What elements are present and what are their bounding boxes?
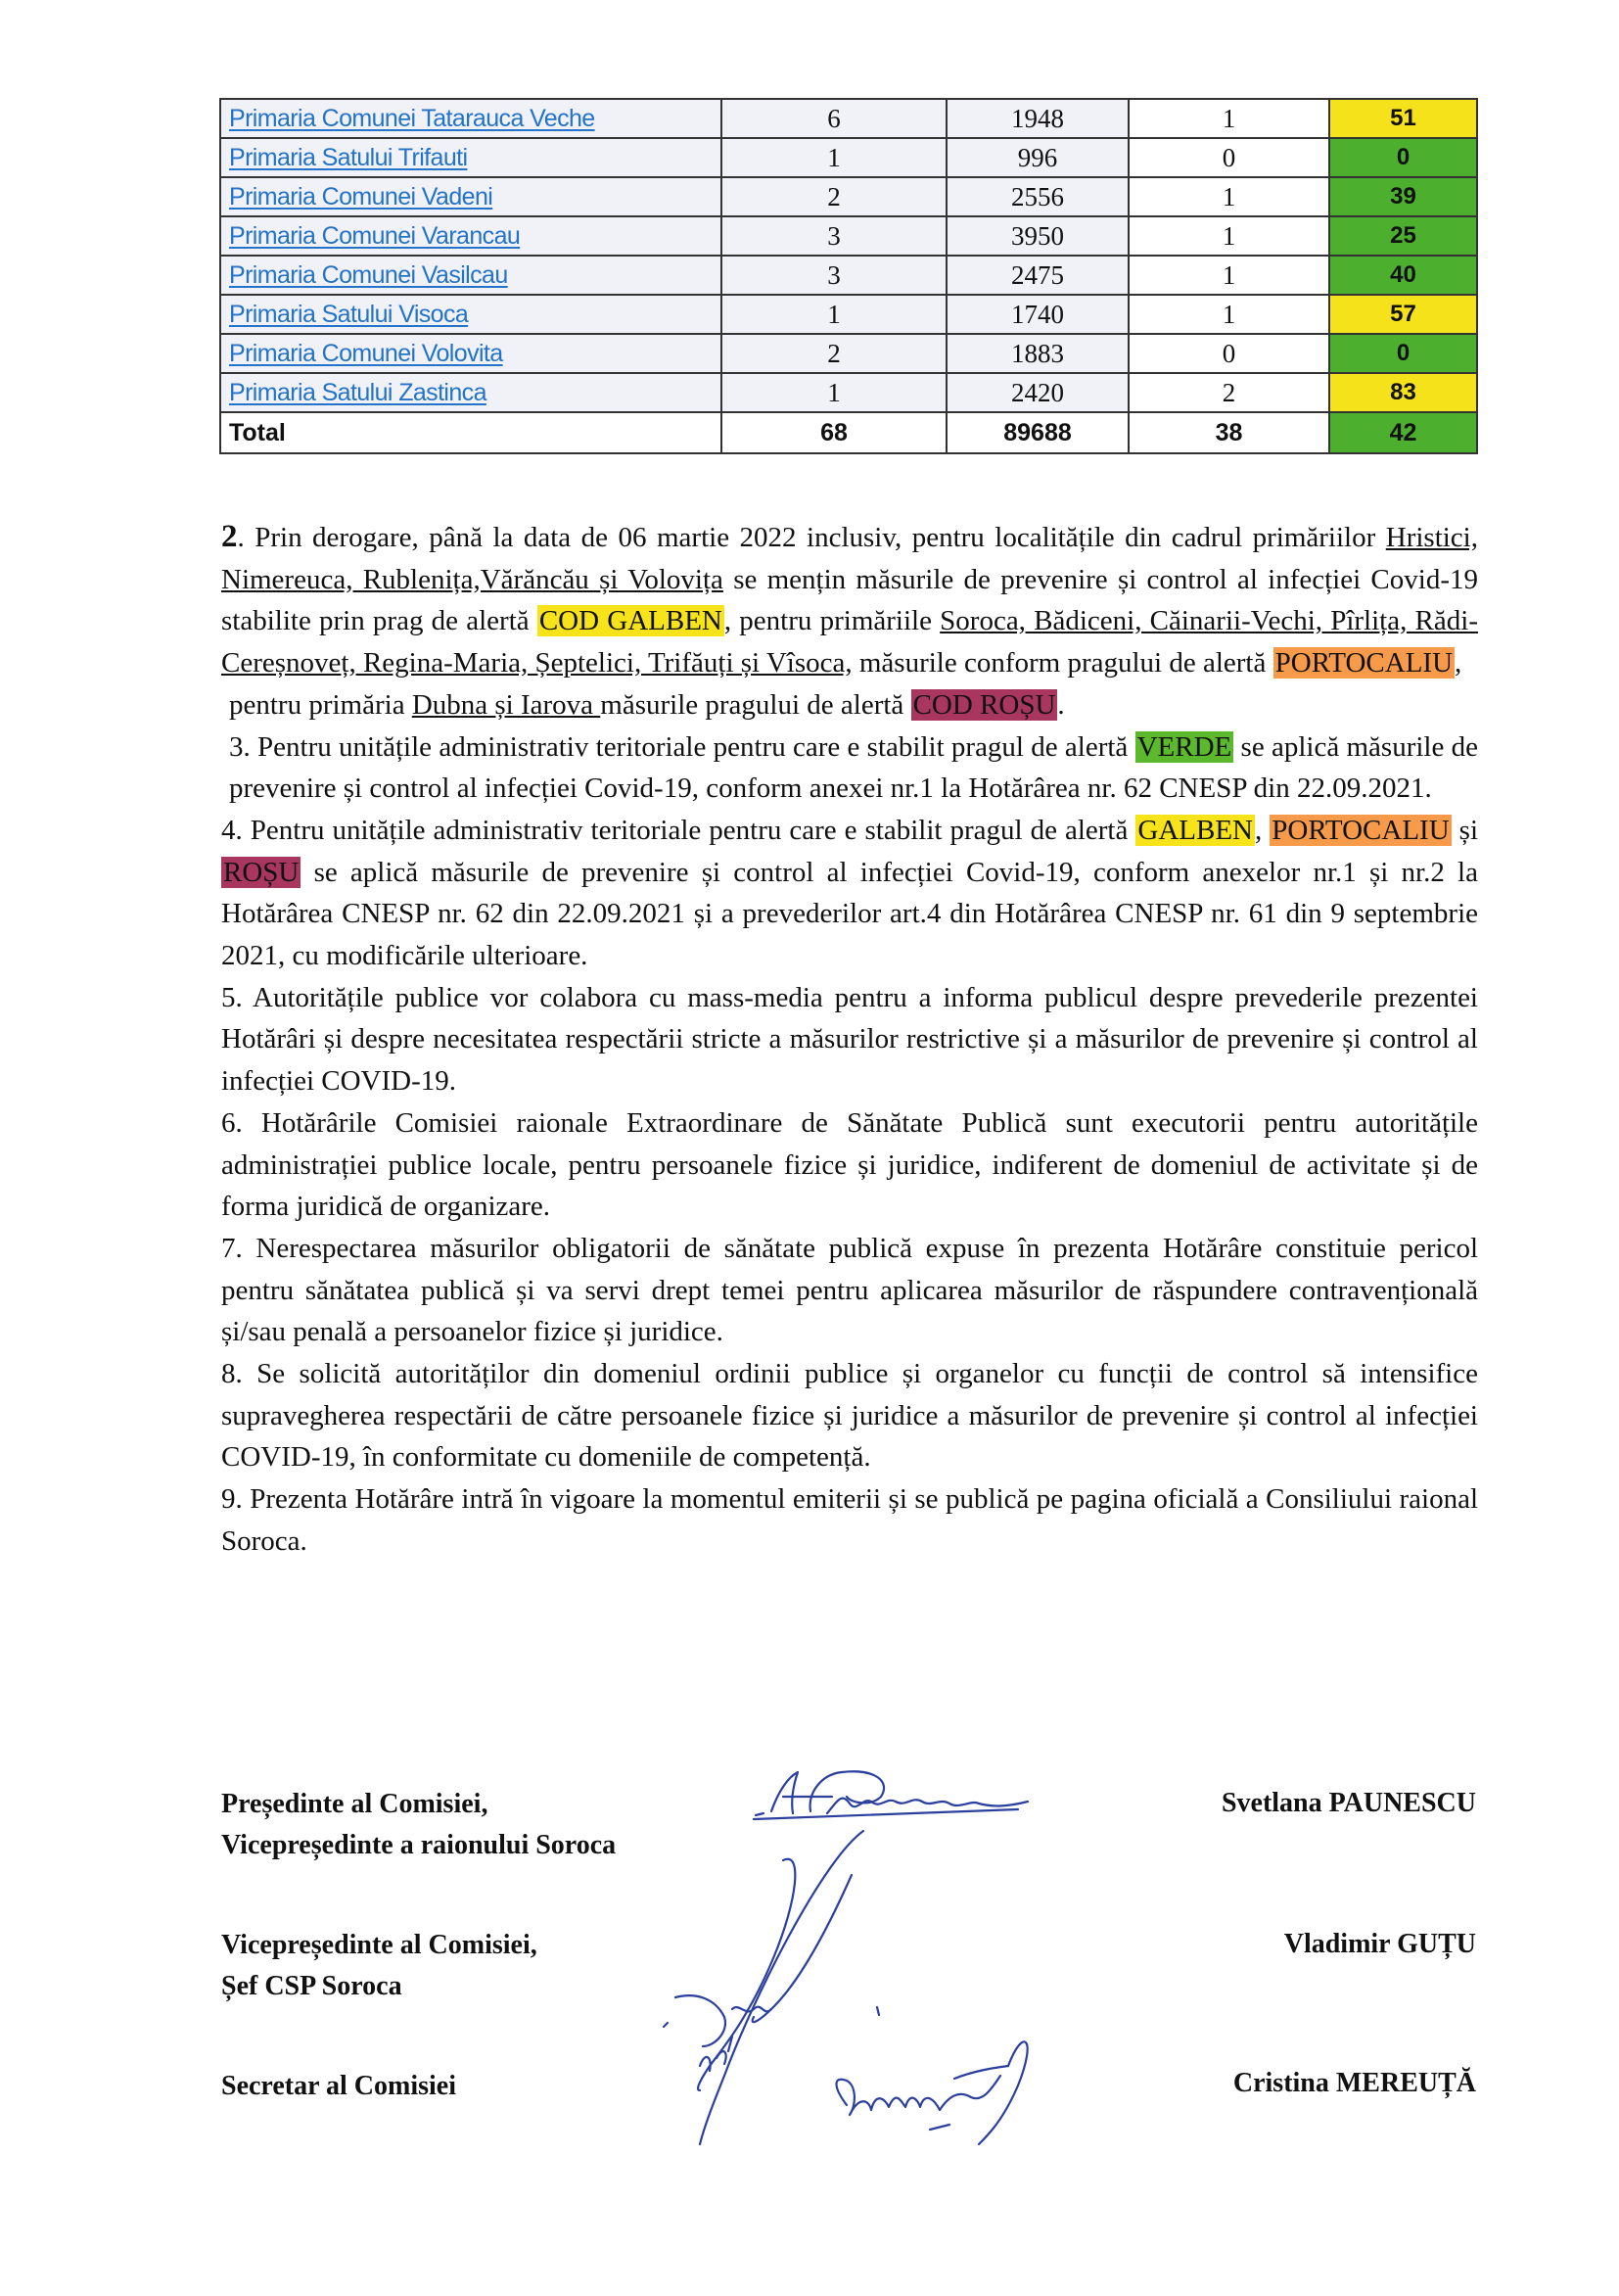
locality-link[interactable]: Primaria Comunei Vadeni bbox=[229, 182, 493, 211]
count-cell: 1 bbox=[1129, 99, 1329, 138]
population-cell: 2556 bbox=[947, 177, 1129, 216]
paragraph-2 bbox=[221, 516, 1478, 684]
total-rate-cell: 42 bbox=[1329, 412, 1477, 453]
alert-code-orange: PORTOCALIU bbox=[1274, 647, 1454, 679]
table-row bbox=[220, 373, 1477, 412]
locality-cell bbox=[220, 373, 721, 412]
text: , bbox=[1455, 647, 1462, 679]
locality-link[interactable]: Primaria Satului Zastinca bbox=[229, 378, 486, 406]
role-line: Secretar al Comisiei bbox=[221, 2071, 457, 2101]
table-row bbox=[220, 334, 1477, 373]
text: măsurile pragului de alertă bbox=[600, 688, 911, 721]
table-row bbox=[220, 216, 1477, 256]
population-cell: 2420 bbox=[947, 373, 1129, 412]
paragraph-number: 2 bbox=[221, 519, 238, 554]
cases-cell: 1 bbox=[721, 138, 947, 177]
table-row bbox=[220, 256, 1477, 295]
locality-cell bbox=[220, 216, 721, 256]
text: 3. Pentru unitățile administrativ teritoriale pentru care e stabilit pragul de alertă bbox=[229, 730, 1135, 763]
cases-cell: 2 bbox=[721, 334, 947, 373]
total-label-cell: Total bbox=[220, 412, 721, 453]
text: . Prin derogare, până la data de 06 martie 2022 inclusiv, pentru localitățile din cadrul primăriilor bbox=[237, 522, 1386, 553]
text: se mențin măsurile de prevenire și control al infecției Covid-19 stabilite prin prag de alertă bbox=[221, 563, 1478, 637]
localities-list: Hristici, Nimereuca, Rublenița,Vărăncău și Volovița bbox=[221, 522, 1478, 595]
population-cell: 2475 bbox=[947, 256, 1129, 295]
text: și bbox=[1451, 814, 1479, 846]
signatory-name-2: Vladimir GUȚU bbox=[1283, 1929, 1476, 1959]
total-row bbox=[220, 412, 1477, 453]
total-count-cell: 38 bbox=[1129, 412, 1329, 453]
paragraph-9: 9. Prezenta Hotărâre intră în vigoare la momentul emiterii și se publică pe pagina oficială a Consiliului raional Soroca. bbox=[221, 1483, 1478, 1557]
locality-cell bbox=[220, 138, 721, 177]
total-cases-cell: 68 bbox=[721, 412, 947, 453]
locality-link[interactable]: Primaria Comunei Volovita bbox=[229, 339, 503, 367]
cases-cell: 1 bbox=[721, 373, 947, 412]
table-row bbox=[220, 177, 1477, 216]
role-line: Șef CSP Soroca bbox=[221, 1971, 402, 2001]
alert-code-red: ROȘU bbox=[223, 856, 300, 888]
alert-code-yellow: GALBEN bbox=[1137, 814, 1253, 846]
locality-cell bbox=[220, 177, 721, 216]
population-cell: 3950 bbox=[947, 216, 1129, 256]
signatory-name-3: Cristina MEREUȚĂ bbox=[1232, 2068, 1476, 2098]
handwritten-signatures bbox=[607, 1753, 1096, 2164]
alert-code-orange: PORTOCALIU bbox=[1272, 814, 1450, 846]
localities-alert-table bbox=[219, 98, 1478, 454]
role-line: Vicepreședinte al Comisiei, bbox=[221, 1930, 537, 1960]
signatory-role-2 bbox=[221, 1925, 537, 2007]
paragraph-3 bbox=[221, 726, 1478, 810]
incidence-rate-cell: 40 bbox=[1329, 256, 1477, 295]
signature-gutu bbox=[664, 1831, 863, 2144]
ink-mark bbox=[877, 2007, 879, 2015]
population-cell: 1883 bbox=[947, 334, 1129, 373]
text: pentru primăria bbox=[229, 688, 412, 721]
cases-cell: 6 bbox=[721, 99, 947, 138]
count-cell: 1 bbox=[1129, 177, 1329, 216]
cases-cell: 3 bbox=[721, 216, 947, 256]
text: 4. Pentru unitățile administrativ teritoriale pentru care e stabilit pragul de alertă bbox=[221, 814, 1136, 846]
locality-cell bbox=[220, 256, 721, 295]
text: măsurile conform pragului de alertă bbox=[852, 647, 1273, 679]
locality-link[interactable]: Primaria Satului Visoca bbox=[229, 300, 469, 328]
incidence-rate-cell: 0 bbox=[1329, 138, 1477, 177]
paragraph-5: 5. Autoritățile publice vor colabora cu mass-media pentru a informa publicul despre prevederile prezentei Hotărâri și despre necesitatea respectării stricte a măsurilor restrictive și a măsurilor de prevenire și control al infecției COVID-19. bbox=[221, 981, 1478, 1098]
total-population-cell: 89688 bbox=[947, 412, 1129, 453]
alert-code-green: VERDE bbox=[1136, 730, 1232, 763]
population-cell: 1740 bbox=[947, 295, 1129, 334]
paragraph-2-cont bbox=[221, 684, 1478, 726]
cases-cell: 2 bbox=[721, 177, 947, 216]
decision-body bbox=[221, 516, 1478, 1563]
text: . bbox=[1057, 688, 1065, 721]
text: , bbox=[1254, 814, 1271, 846]
incidence-rate-cell: 83 bbox=[1329, 373, 1477, 412]
paragraph-4 bbox=[221, 810, 1478, 977]
locality-cell bbox=[220, 334, 721, 373]
localities-list: Soroca, Bădiceni, Căinarii-Vechi, Pîrlița, Rădi-Cereșnoveț, Regina-Maria, Șeptelici, Trifăuți și Vîsoca, bbox=[221, 605, 1478, 679]
table-row bbox=[220, 99, 1477, 138]
paragraph-8: 8. Se solicită autorităților din domeniul ordinii publice și organelor cu funcții de control să intensifice supravegherea respectării de către persoanele fizice și juridice a măsurilor de prevenire și control al infecției COVID-19, în conformitate cu domeniile de competență. bbox=[221, 1358, 1478, 1474]
role-line: Președinte al Comisiei, bbox=[221, 1789, 488, 1819]
incidence-rate-cell: 39 bbox=[1329, 177, 1477, 216]
count-cell: 2 bbox=[1129, 373, 1329, 412]
cases-cell: 3 bbox=[721, 256, 947, 295]
count-cell: 0 bbox=[1129, 138, 1329, 177]
incidence-rate-cell: 51 bbox=[1329, 99, 1477, 138]
cases-cell: 1 bbox=[721, 295, 947, 334]
locality-link[interactable]: Primaria Comunei Varancau bbox=[229, 221, 521, 250]
signature-mereuta bbox=[836, 2041, 1027, 2144]
count-cell: 0 bbox=[1129, 334, 1329, 373]
count-cell: 1 bbox=[1129, 295, 1329, 334]
count-cell: 1 bbox=[1129, 256, 1329, 295]
table-row bbox=[220, 138, 1477, 177]
signature-paunescu bbox=[754, 1771, 1028, 1819]
locality-link[interactable]: Primaria Comunei Vasilcau bbox=[229, 260, 508, 289]
population-cell: 1948 bbox=[947, 99, 1129, 138]
signatory-name-1: Svetlana PAUNESCU bbox=[1221, 1788, 1476, 1818]
role-line: Vicepreședinte a raionului Soroca bbox=[221, 1830, 617, 1860]
signatory-role-1 bbox=[221, 1784, 616, 1866]
locality-link[interactable]: Primaria Satului Trifauti bbox=[229, 143, 468, 171]
signatory-role-3 bbox=[221, 2066, 456, 2107]
alert-code-yellow: COD GALBEN bbox=[538, 605, 722, 637]
locality-cell bbox=[220, 99, 721, 138]
alert-code-red: COD ROȘU bbox=[912, 688, 1056, 721]
locality-link[interactable]: Primaria Comunei Tatarauca Veche bbox=[229, 104, 595, 132]
text: se aplică măsurile de prevenire și control al infecției Covid-19, conform anexei nr.1 la Hotărârea nr. 62 CNESP din 22.09.2021. bbox=[229, 730, 1478, 805]
count-cell: 1 bbox=[1129, 216, 1329, 256]
incidence-rate-cell: 25 bbox=[1329, 216, 1477, 256]
incidence-rate-cell: 57 bbox=[1329, 295, 1477, 334]
locality-cell bbox=[220, 295, 721, 334]
localities-list: Dubna și Iarova bbox=[411, 688, 601, 721]
incidence-rate-cell: 0 bbox=[1329, 334, 1477, 373]
table-row bbox=[220, 295, 1477, 334]
text: , pentru primăriile bbox=[723, 605, 941, 637]
paragraph-6: 6. Hotărârile Comisiei raionale Extraordinare de Sănătate Publică sunt executorii pentru autoritățile administrației publice locale, pentru persoanele fizice și juridice, indiferent de domeniul de activitate și de forma juridică de organizare. bbox=[221, 1106, 1478, 1223]
paragraph-7: 7. Nerespectarea măsurilor obligatorii de sănătate publică expuse în prezenta Hotărâre constituie pericol pentru sănătatea publică și va servi drept temei pentru aplicarea măsurilor de răspundere contravențională și/sau penală a persoanelor fizice și juridice. bbox=[221, 1232, 1478, 1348]
text: se aplică măsurile de prevenire și control al infecției Covid-19, conform anexelor nr.1 și nr.2 la Hotărârea CNESP nr. 62 din 22.09.2021 și a prevederilor art.4 din Hotărârea CNESP nr. 61 din 9 septembrie 2021, cu modificările ulterioare. bbox=[221, 856, 1478, 972]
population-cell: 996 bbox=[947, 138, 1129, 177]
